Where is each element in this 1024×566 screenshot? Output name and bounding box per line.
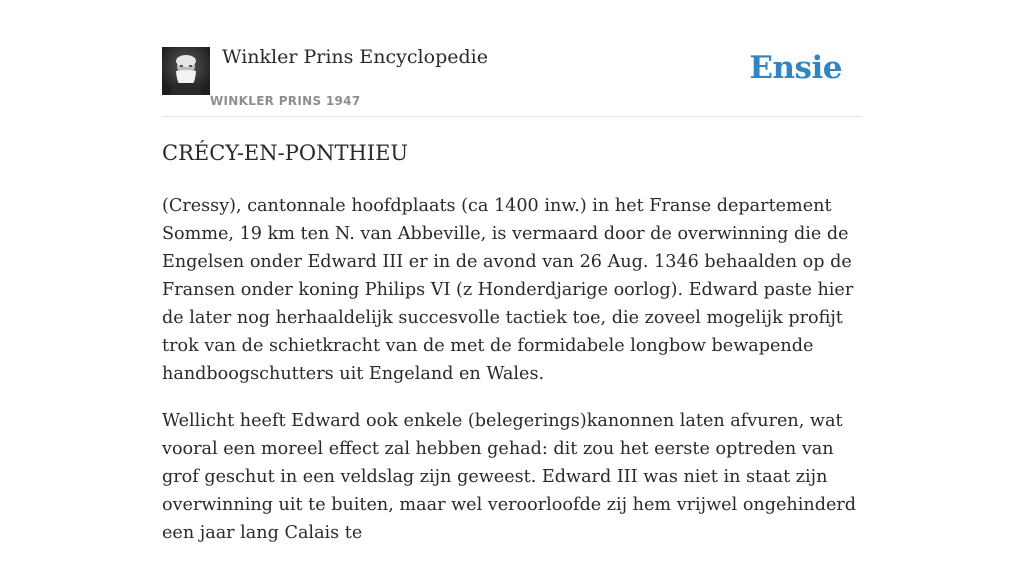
article-paragraph: (Cressy), cantonnale hoofdplaats (ca 1400 inw.) in het Franse departement Somme, 19 km ten N. van Abbeville, is vermaard door de overwinning die de Engelsen onder Edward III er in de avond van 26 Aug. 1346 behaalden op de Fransen onder koning Philips VI (z Honderdjarige oorlog). Edward paste hier de later nog herhaaldelijk succesvolle tactiek toe, die zoveel mogelijk profijt trok van de schietkracht van de met de formidabele longbow bewapende handboogschutters uit Engeland en Wales. xyxy=(162,196,854,384)
avatar[interactable] xyxy=(162,47,210,95)
bearded-man-portrait-icon xyxy=(162,47,210,95)
article-title: CRÉCY-EN-PONTHIEU xyxy=(162,141,409,165)
brand-logo[interactable]: Ensie xyxy=(749,50,842,86)
site-title[interactable]: Winkler Prins Encyclopedie xyxy=(222,46,488,68)
edition-label[interactable]: WINKLER PRINS 1947 xyxy=(210,94,361,108)
site-header xyxy=(162,0,862,117)
page xyxy=(162,0,862,543)
article-paragraph: Wellicht heeft Edward ook enkele (belegerings)kanonnen laten afvuren, wat vooral een moreel effect zal hebben gehad: dit zou het eerste optreden van grof geschut in een veldslag zijn geweest. Edward III was niet in staat zijn overwinning uit te buiten, maar wel veroorloofde zij hem vrijwel ongehinderd een jaar lang Calais te xyxy=(162,411,857,543)
article-body xyxy=(162,192,862,566)
